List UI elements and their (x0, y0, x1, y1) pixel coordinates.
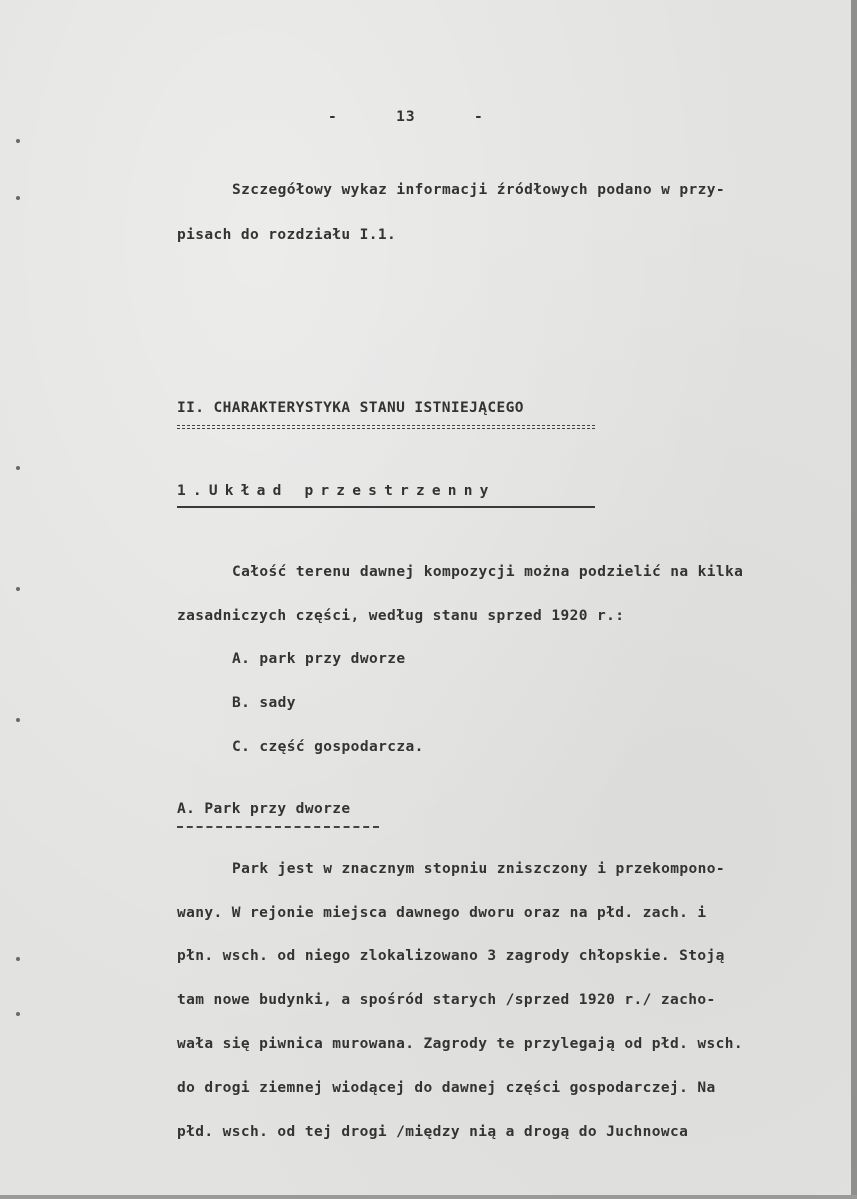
park-paragraph-line: wany. W rejonie miejsca dawnego dworu oraz na płd. zach. i (177, 905, 707, 921)
scan-edge-bottom (0, 1195, 857, 1199)
park-paragraph-line: do drogi ziemnej wiodącej do dawnej części gospodarczej. Na (177, 1080, 716, 1096)
list-item: C. część gospodarcza. (232, 739, 424, 755)
park-heading-underline (177, 826, 379, 828)
park-paragraph-line: wała się piwnica murowana. Zagrody te przylegają od płd. wsch. (177, 1036, 744, 1052)
page-number: - 13 - (328, 109, 484, 125)
scan-edge-right (851, 0, 857, 1199)
margin-mark (16, 718, 20, 722)
list-item: A. park przy dworze (232, 651, 406, 667)
subsection-heading: 1.Układ przestrzenny (177, 483, 496, 499)
overview-line-2: zasadniczych części, według stanu sprzed 1920 r.: (177, 608, 625, 624)
margin-mark (16, 466, 20, 470)
margin-mark (16, 1012, 20, 1016)
park-paragraph-line: płn. wsch. od niego zlokalizowano 3 zagrody chłopskie. Stoją (177, 948, 725, 964)
intro-line-1: Szczegółowy wykaz informacji źródłowych podano w przy- (232, 182, 726, 198)
park-paragraph-line: tam nowe budynki, a spośród starych /sprzed 1920 r./ zacho- (177, 992, 716, 1008)
subsection-heading-underline (177, 506, 595, 508)
margin-mark (16, 139, 20, 143)
section-heading-double-underline (177, 425, 595, 429)
margin-mark (16, 196, 20, 200)
park-heading: A. Park przy dworze (177, 801, 351, 817)
intro-line-2: pisach do rozdziału I.1. (177, 227, 397, 243)
park-paragraph-line: Park jest w znacznym stopniu zniszczony i przekompono- (232, 861, 726, 877)
overview-line-1: Całość terenu dawnej kompozycji można podzielić na kilka (232, 564, 744, 580)
margin-mark (16, 957, 20, 961)
park-paragraph-line: płd. wsch. od tej drogi /między nią a drogą do Juchnowca (177, 1124, 689, 1140)
margin-mark (16, 587, 20, 591)
list-item: B. sady (232, 695, 296, 711)
section-heading: II. CHARAKTERYSTYKA STANU ISTNIEJĄCEGO (177, 400, 524, 416)
